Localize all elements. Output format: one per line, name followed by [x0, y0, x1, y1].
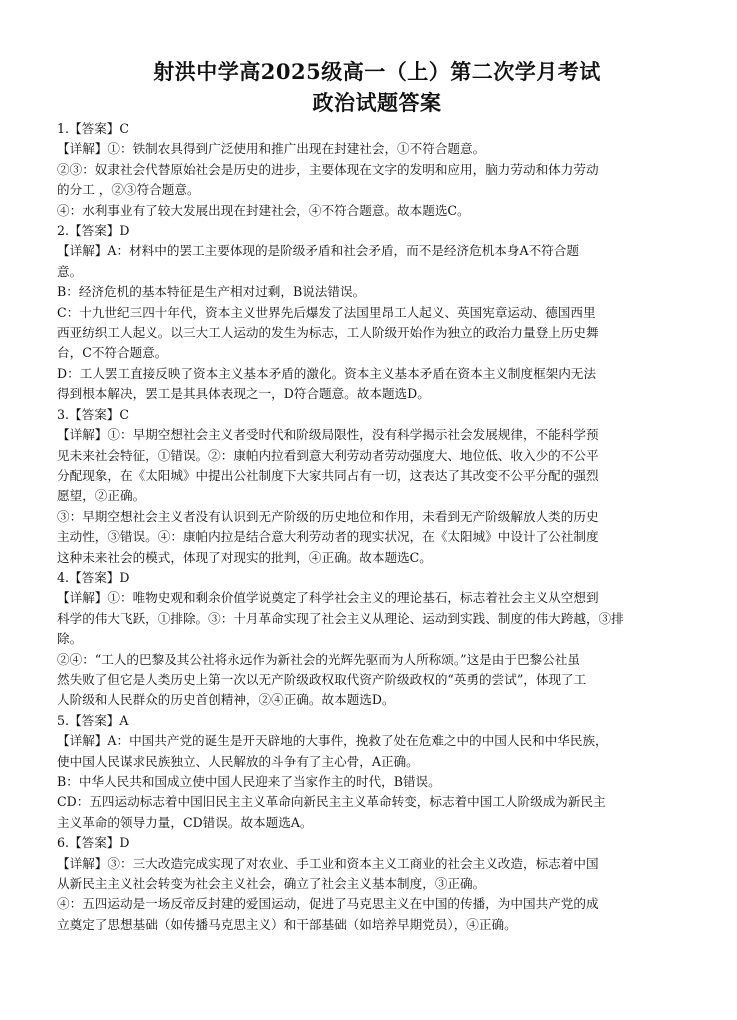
text-line: 这种未来社会的模式，体现了对现实的批判，④正确。故本题选C。	[57, 549, 432, 565]
text-line: ④：五四运动是一场反帝反封建的爱国运动，促进了马克思主义在中国的传播，为中国共产党的成	[57, 896, 599, 912]
text-line: 除。	[57, 631, 83, 647]
text-line: 2.【答案】D	[57, 223, 130, 239]
text-line: 【详解】A：材料中的罢工主要体现的是阶级矛盾和社会矛盾，而不是经济危机本身A不符合题	[57, 243, 579, 259]
text-line: 3.【答案】C	[57, 406, 130, 422]
text-line: 从新民主主义社会转变为社会主义社会，确立了社会主义基本制度，③正确。	[57, 876, 486, 892]
text-line: 4.【答案】D	[57, 569, 130, 585]
text-line: 的分工 ，②③符合题意。	[57, 182, 200, 198]
text-line: 使中国人民谋求民族独立、人民解放的斗争有了主心骨，A正确。	[57, 753, 419, 769]
text-line: D：工人罢工直接反映了资本主义基本矛盾的激化。资本主义基本矛盾在资本主义制度框架内无法	[57, 365, 597, 381]
text-line: 台，C不符合题意。	[57, 345, 168, 361]
text-line: 人阶级和人民群众的历史首创精神，②④正确。故本题选D。	[57, 692, 395, 708]
text-line: 见未来社会特征，①错误。②：康帕内拉看到意大利劳动者劳动强度大、地位低、收入少的不公平	[57, 447, 599, 463]
text-line: B：经济危机的基本特征是生产相对过剩，B说法错误。	[57, 284, 366, 300]
text-line: 【详解】①：铁制农具得到广泛使用和推广出现在封建社会，①不符合题意。	[57, 141, 486, 157]
text-line: ③：早期空想社会主义者没有认识到无产阶级的历史地位和作用，未看到无产阶级解放人类的历史	[57, 508, 599, 524]
text-line: 西亚纺织工人起义。以三大工人运动的发生为标志，工人阶级开始作为独立的政治力量登上历史舞	[57, 325, 599, 341]
document-title: 射洪中学高2025级高一（上）第二次学月考试	[153, 59, 601, 84]
text-line: 科学的伟大飞跃，①排除。③：十月革命实现了社会主义从理论、运动到实践、制度的伟大跨越，③排	[57, 610, 624, 626]
text-line: C：十九世纪三四十年代，资本主义世界先后爆发了法国里昂工人起义、英国宪章运动、德国西里	[57, 304, 596, 320]
text-line: 立奠定了思想基础（如传播马克思主义）和干部基础（如培养早期党员），④正确。	[57, 916, 517, 932]
text-line: 1.【答案】C	[57, 121, 130, 136]
text-line: 意。	[57, 263, 83, 279]
answer-body	[57, 119, 697, 935]
text-line: 得到根本解决，罢工是其具体表现之一，D符合题意。故本题选D。	[57, 386, 430, 402]
text-line: 分配现象，在《太阳城》中提出公社制度下大家共同占有一切，这表达了其改变不公平分配的强烈	[57, 467, 599, 483]
text-line: 然失败了但它是人类历史上第一次以无产阶级政权取代资产阶级政权的“英勇的尝试”，体现了工	[57, 671, 587, 687]
text-line: 5.【答案】A	[57, 712, 129, 728]
text-line: 【详解】A：中国共产党的诞生是开天辟地的大事件，挽救了处在危难之中的中国人民和中华民族，	[57, 733, 608, 749]
text-line: B：中华人民共和国成立使中国人民迎来了当家作主的时代，B错误。	[57, 774, 441, 789]
text-line: 愿望，②正确。	[57, 488, 146, 504]
text-line: 6.【答案】D	[57, 835, 130, 851]
document-subtitle: 政治试题答案	[312, 90, 442, 115]
text-line: ④：水利事业有了较大发展出现在封建社会，④不符合题意。故本题选C。	[57, 202, 470, 218]
text-line: ②③：奴隶社会代替原始社会是历史的进步，主要体现在文字的发明和应用，脑力劳动和体力劳动	[57, 161, 599, 177]
text-line: 【详解】①：唯物史观和剩余价值学说奠定了科学社会主义的理论基石，标志着社会主义从空想到	[57, 590, 599, 606]
text-line: 【详解】③：三大改造完成实现了对农业、手工业和资本主义工商业的社会主义改造，标志着中国	[57, 855, 599, 871]
text-line: 主动性，③错误。④：康帕内拉是结合意大利劳动者的现实状况，在《太阳城》中设计了公社制度	[57, 529, 599, 545]
text-line: ②④：“工人的巴黎及其公社将永远作为新社会的光辉先驱而为人所称颂。”这是由于巴黎公社虽	[57, 651, 580, 667]
text-line: CD：五四运动标志着中国旧民主主义革命向新民主主义革命转变，标志着中国工人阶级成为新民主	[57, 794, 606, 810]
text-line: 主义革命的领导力量，CD错误。故本题选A。	[57, 814, 313, 830]
text-line: 【详解】①：早期空想社会主义者受时代和阶级局限性，没有科学揭示社会发展规律，不能科学预	[57, 427, 599, 443]
answer-document	[57, 58, 697, 935]
